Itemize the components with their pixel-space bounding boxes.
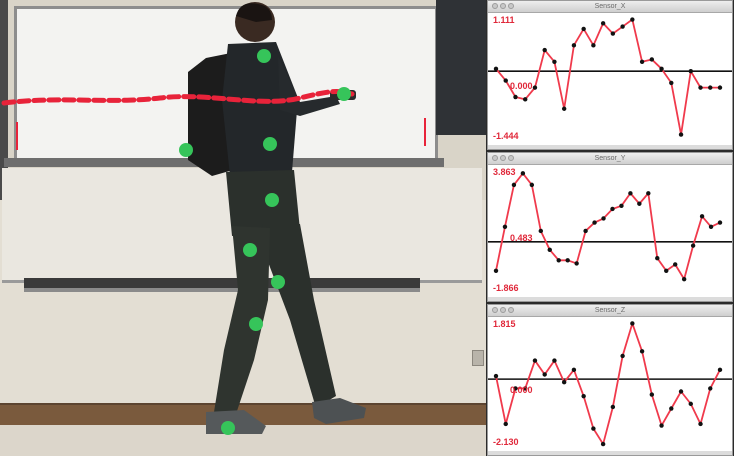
data-point [494, 269, 498, 273]
sensor-y-min-label: -1.866 [493, 283, 519, 293]
data-point [630, 17, 634, 21]
data-point [503, 225, 507, 229]
joint-marker [263, 137, 277, 151]
data-point [574, 261, 578, 265]
data-point [679, 132, 683, 136]
data-point [630, 321, 634, 325]
sensor-x-min-label: -1.444 [493, 131, 519, 141]
data-point [533, 85, 537, 89]
data-point [494, 374, 498, 378]
data-point [718, 85, 722, 89]
joint-marker [257, 49, 271, 63]
series-line [496, 173, 720, 279]
data-point [523, 97, 527, 101]
hand-trajectory [4, 92, 352, 104]
data-point [620, 354, 624, 358]
joint-marker [179, 143, 193, 157]
sensor-z-title: Sensor_Z [594, 307, 626, 314]
data-point [655, 256, 659, 260]
sensor-y-titlebar[interactable] [488, 153, 732, 165]
sensor-x-zero-label: 0.000 [510, 81, 533, 91]
data-point [521, 171, 525, 175]
data-point [504, 78, 508, 82]
sensor-z-window[interactable] [487, 304, 733, 456]
data-point [689, 402, 693, 406]
data-point [548, 248, 552, 252]
data-point [708, 386, 712, 390]
series-line [496, 323, 720, 444]
data-point [698, 85, 702, 89]
sensor-x-window[interactable] [487, 0, 733, 150]
data-point [650, 57, 654, 61]
data-point [572, 368, 576, 372]
data-point [640, 60, 644, 64]
sensor-x-titlebar[interactable] [488, 1, 732, 13]
sensor-z-scrollbar[interactable] [488, 451, 732, 455]
data-point [611, 31, 615, 35]
data-point [565, 258, 569, 262]
data-point [512, 183, 516, 187]
data-point [581, 394, 585, 398]
data-point [591, 43, 595, 47]
data-point [601, 21, 605, 25]
data-point [708, 85, 712, 89]
joint-marker [271, 275, 285, 289]
joint-marker [265, 193, 279, 207]
data-point [583, 229, 587, 233]
sensor-z-zero-label: 0.000 [510, 385, 533, 395]
data-point [691, 243, 695, 247]
data-point [513, 95, 517, 99]
data-point [562, 380, 566, 384]
sensor-x-title: Sensor_X [594, 3, 626, 10]
data-point [637, 202, 641, 206]
data-point [601, 442, 605, 446]
data-point [592, 220, 596, 224]
data-point [682, 277, 686, 281]
data-point [664, 269, 668, 273]
data-point [581, 27, 585, 31]
data-point [504, 422, 508, 426]
data-point [591, 426, 595, 430]
sensor-y-window[interactable] [487, 152, 733, 302]
sensor-y-plot [488, 165, 732, 299]
data-point [494, 67, 498, 71]
sensor-y-max-label: 3.863 [493, 167, 516, 177]
data-point [700, 214, 704, 218]
joint-markers [179, 49, 351, 435]
data-point [718, 368, 722, 372]
data-point [610, 207, 614, 211]
data-point [646, 191, 650, 195]
joint-marker [221, 421, 235, 435]
data-point [650, 392, 654, 396]
sensor-x-max-label: 1.111 [493, 15, 515, 25]
data-point [628, 191, 632, 195]
data-point [611, 405, 615, 409]
data-point [557, 258, 561, 262]
data-point [619, 204, 623, 208]
data-point [659, 423, 663, 427]
sensor-y-scrollbar[interactable] [488, 297, 732, 301]
joint-marker [337, 87, 351, 101]
sensor-z-titlebar[interactable] [488, 305, 732, 317]
data-point [689, 69, 693, 73]
data-point [552, 60, 556, 64]
data-point [659, 67, 663, 71]
data-point [572, 43, 576, 47]
series-line [496, 20, 720, 135]
joint-marker [249, 317, 263, 331]
data-point [669, 81, 673, 85]
data-point [539, 229, 543, 233]
data-point [709, 225, 713, 229]
data-point [542, 372, 546, 376]
data-point [542, 48, 546, 52]
data-point [673, 262, 677, 266]
sensor-z-max-label: 1.815 [493, 319, 516, 329]
sensor-x-plot [488, 13, 732, 147]
data-point [620, 24, 624, 28]
sensor-y-title: Sensor_Y [594, 155, 626, 162]
data-point [530, 183, 534, 187]
sensor-x-scrollbar[interactable] [488, 145, 732, 149]
joint-marker [243, 243, 257, 257]
data-point [552, 358, 556, 362]
data-point [533, 358, 537, 362]
sensor-z-min-label: -2.130 [493, 437, 519, 447]
sensor-y-zero-label: 0.483 [510, 233, 533, 243]
data-point [601, 216, 605, 220]
data-point [679, 389, 683, 393]
data-point [698, 422, 702, 426]
data-point [718, 220, 722, 224]
data-point [669, 406, 673, 410]
data-point [640, 349, 644, 353]
data-point [562, 107, 566, 111]
